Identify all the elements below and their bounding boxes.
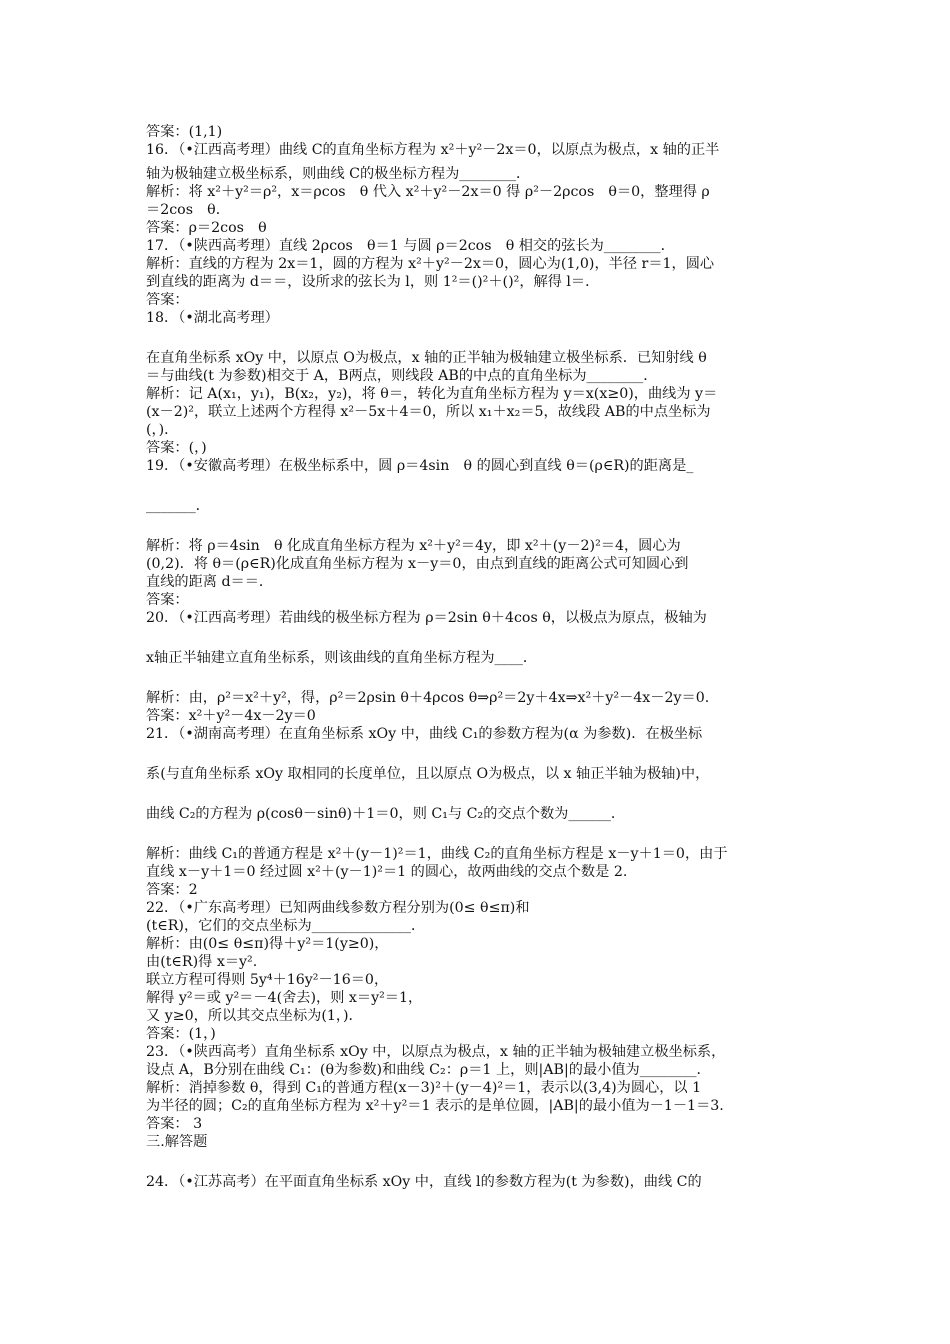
q21-line-2: 系(与直角坐标系 xOy 取相同的长度单位，且以原点 O为极点，以 x 轴正半轴为极轴)中， [146,766,710,782]
q23-solution-1: 解析：消掉参数 θ，得到 C₁的普通方程(x－3)²＋(y－4)²＝1，表示以(3,4)为圆心，以 1 [146,1080,702,1096]
q22-solution-4: 解得 y²＝或 y²＝－4(舍去)，则 x＝y²＝1， [146,990,423,1006]
q22-solution-1: 解析：由(0≤ θ≤π)得＋y²＝1(y≥0)， [146,936,389,952]
q16-solution-2: ＝2cos θ． [146,202,230,218]
q23-line-2: 设点 A，B分别在曲线 C₁：(θ为参数)和曲线 C₂：ρ＝1 上，则|AB|的最小值为________． [146,1062,711,1078]
q21-line-3: 曲线 C₂的方程为 ρ(cosθ－sinθ)＋1＝0，则 C₁与 C₂的交点个数为______． [146,806,626,822]
q19-line-1: 19．（•安徽高考理）在极坐标系中，圆 ρ＝4sin θ 的圆心到直线 θ＝(ρ∈R)的距离是_ [146,458,694,474]
q18-solution-3: (，)． [146,422,179,438]
q22-line-1: 22．（•广东高考理）已知两曲线参数方程分别为(0≤ θ≤π)和 [146,900,530,916]
answer-15: 答案：(1,1) [146,124,223,140]
q18-header: 18．（•湖北高考理） [146,310,279,326]
q17-answer: 答案： [146,292,189,308]
q21-solution-2: 直线 x－y＋1＝0 经过圆 x²＋(y－1)²＝1 的圆心，故两曲线的交点个数是 2. [146,864,628,880]
q23-line-1: 23．（•陕西高考）直角坐标系 xOy 中，以原点为极点，x 轴的正半轴为极轴建立极坐标系， [146,1044,726,1060]
q18-solution-2: (x－2)²，联立上述两个方程得 x²－5x＋4＝0，所以 x₁＋x₂＝5，故线段 AB的中点坐标为 [146,404,711,420]
q18-solution-1: 解析：记 A(x₁，y₁)，B(x₂，y₂)，将 θ＝，转化为直角坐标方程为 y＝x(x≥0)，曲线为 y＝ [146,386,718,402]
q21-line-1: 21．（•湖南高考理）在直角坐标系 xOy 中，曲线 C₁的参数方程为(α 为参数)．在极坐标 [146,726,703,742]
q17-solution-1: 解析：直线的方程为 2x＝1，圆的方程为 x²＋y²－2x＝0，圆心为(1,0)，半径 r＝1，圆心 [146,256,715,272]
q20-line-2: x轴正半轴建立直角坐标系，则该曲线的直角坐标方程为____． [146,650,538,666]
q19-line-2: _______． [146,498,210,514]
q22-solution-3: 联立方程可得则 5y⁴＋16y²－16＝0， [146,972,389,988]
q18-line-1: 在直角坐标系 xOy 中，以原点 O为极点，x 轴的正半轴为极轴建立极坐标系．已知射线 θ [146,350,707,366]
q19-solution-1: 解析：将 ρ＝4sin θ 化成直角坐标方程为 x²＋y²＝4y，即 x²＋(y－2)²＝4，圆心为 [146,538,681,554]
q19-solution-3: 直线的距离 d＝＝． [146,574,274,590]
q23-solution-2: 为半径的圆；C₂的直角坐标方程为 x²＋y²＝1 表示的是单位圆，|AB|的最小值为－1－1＝3. [146,1098,724,1114]
q20-line-1: 20．（•江西高考理）若曲线的极坐标方程为 ρ＝2sin θ＋4cos θ，以极点为原点，极轴为 [146,610,707,626]
q18-line-2: ＝与曲线(t 为参数)相交于 A，B两点，则线段 AB的中点的直角坐标为________． [146,368,658,384]
q17-solution-2: 到直线的距离为 d＝＝，设所求的弦长为 l，则 1²＝()²＋()²，解得 l＝． [146,274,600,290]
q16-line-2: 轴为极轴建立极坐标系，则曲线 C的极坐标方程为________． [146,166,531,182]
q20-solution: 解析：由，ρ²＝x²＋y²，得，ρ²＝2ρsin θ＋4ρcos θ⇒ρ²＝2y＋4x⇒x²＋y²－4x－2y＝0. [146,690,710,706]
q22-line-2: (t∈R)，它们的交点坐标为______________． [146,918,426,934]
q23-answer: 答案： 3 [146,1116,203,1132]
section-heading-answers: 三.解答题 [146,1134,208,1150]
q16-line-1: 16．（•江西高考理）曲线 C的直角坐标方程为 x²＋y²－2x＝0，以原点为极点，x 轴的正半 [146,142,720,158]
q24-line-1: 24．（•江苏高考）在平面直角坐标系 xOy 中，直线 l的参数方程为(t 为参数)，曲线 C的 [146,1174,702,1190]
q21-answer: 答案：2 [146,882,198,898]
q22-solution-5: 又 y≥0，所以其交点坐标为(1，)． [146,1008,363,1024]
q22-answer: 答案：(1，) [146,1026,216,1042]
q19-solution-2: (0,2)．将 θ＝(ρ∈R)化成直角坐标方程为 x－y＝0，由点到直线的距离公式可知圆心到 [146,556,689,572]
q21-solution-1: 解析：曲线 C₁的普通方程是 x²＋(y－1)²＝1，曲线 C₂的直角坐标方程是 x－y＋1＝0，由于 [146,846,728,862]
q19-answer: 答案： [146,592,189,608]
q18-answer: 答案：(，) [146,440,207,456]
q16-solution-1: 解析：将 x²＋y²＝ρ²，x＝ρcos θ 代入 x²＋y²－2x＝0 得 ρ²－2ρcos θ＝0，整理得 ρ [146,184,710,200]
q17-line-1: 17．（•陕西高考理）直线 2ρcos θ＝1 与圆 ρ＝2cos θ 相交的弦长为________． [146,238,675,254]
q20-answer: 答案：x²＋y²－4x－2y＝0 [146,708,316,724]
document-body [146,123,818,1191]
q22-solution-2: 由(t∈R)得 x＝y². [146,954,258,970]
q16-answer: 答案：ρ＝2cos θ [146,220,267,236]
